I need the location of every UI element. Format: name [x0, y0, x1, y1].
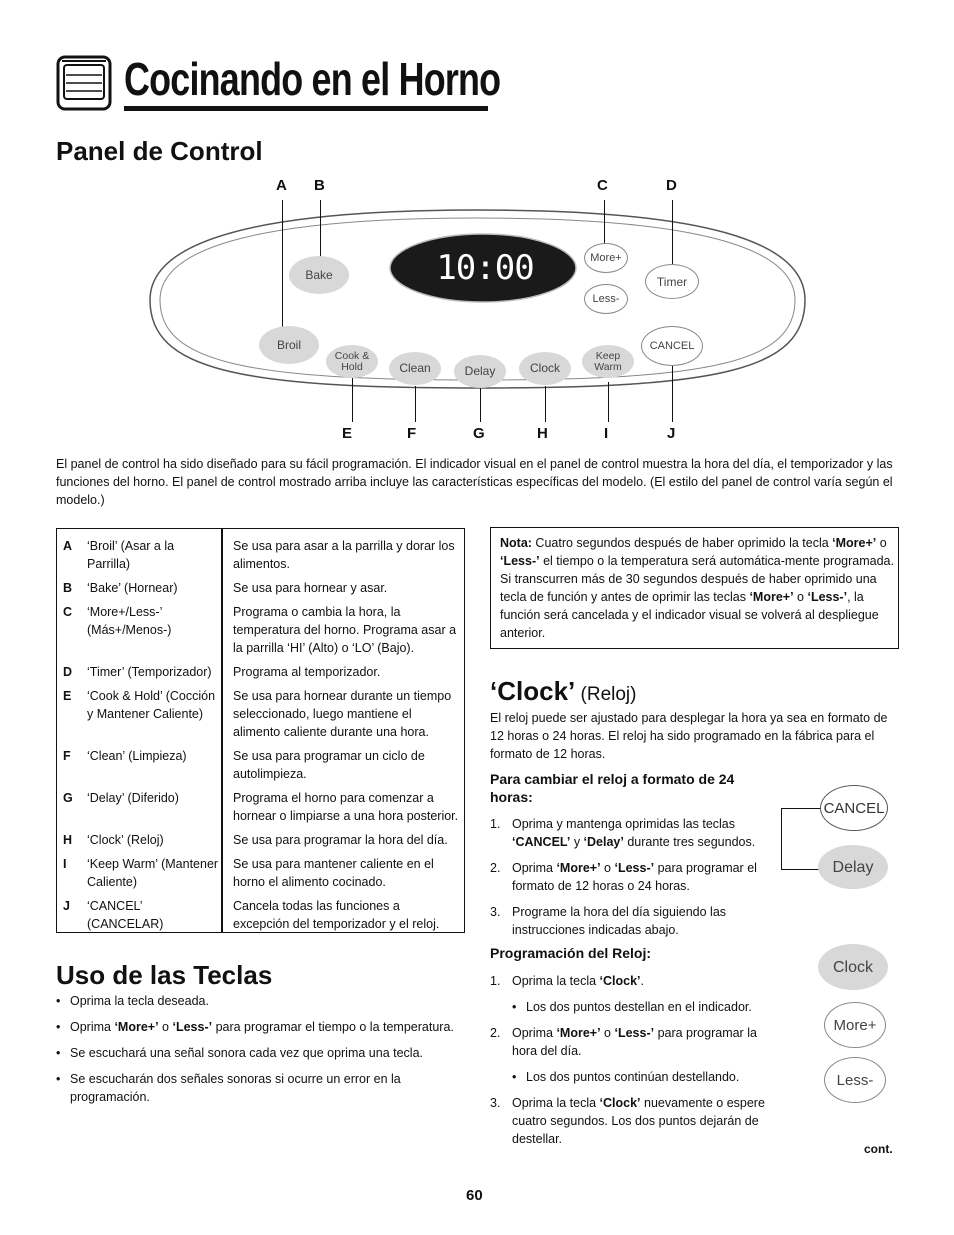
key-desc: Se usa para hornear durante un tiempo seleccionado, luego mantiene el alimento caliente durante una hora.	[233, 689, 452, 739]
nota-text: o	[876, 536, 887, 550]
key-name: ‘Bake’ (Hornear)	[87, 581, 178, 595]
step-text: Oprima y mantenga oprimidas las teclas	[512, 817, 736, 831]
leader-g	[480, 388, 481, 422]
table-row	[59, 895, 463, 937]
list-item: • Los dos puntos destellan en el indicador.	[512, 998, 785, 1016]
leader-f	[415, 386, 416, 422]
key-desc: Se usa para programar un ciclo de autolimpieza.	[233, 749, 425, 781]
step-text: Programe la hora del día siguiendo las instrucciones indicadas abajo.	[512, 905, 727, 937]
step-text: o	[600, 1026, 615, 1040]
table-row	[59, 829, 463, 853]
key-table	[59, 535, 463, 937]
page-title: Cocinando en el Horno	[124, 53, 501, 105]
leader-d	[672, 200, 673, 268]
nota-text: Cuatro segundos después de haber oprimido la tecla	[531, 536, 833, 550]
key-desc: Programa o cambia la hora, la temperatura del horno. Programa asar a la parrilla ‘HI’ (Alto) o ‘LO’ (Bajo).	[233, 605, 457, 655]
step-text: nuevamente o espere cuatro segundos. Los dos puntos dejarán de destellar.	[512, 1096, 765, 1146]
clock-sub2: Programación del Reloj:	[490, 945, 652, 961]
step-key: ‘Delay’	[583, 835, 624, 849]
item-key: ‘More+’	[114, 1020, 159, 1034]
label-b: B	[314, 177, 325, 194]
step-text: Oprima	[512, 1026, 557, 1040]
side-less-button[interactable]: Less-	[824, 1057, 886, 1103]
step-text: y	[570, 835, 584, 849]
label-g: G	[473, 425, 485, 442]
list-item	[56, 1018, 456, 1036]
key-name: ‘Keep Warm’ (Mantener Caliente)	[87, 857, 219, 889]
display-time: 10:00	[436, 248, 534, 288]
nota-key: ‘More+’	[832, 536, 877, 550]
nota-key: ‘Less-’	[500, 554, 540, 568]
panel-intro: El panel de control ha sido diseñado para su fácil programación. El indicador visual en el panel de control muestra la hora del día, el temporizador y las funciones del horno. El panel de control mostrado arriba incluye las características específicas del modelo. (El estilo del panel de control varía según el modelo.)	[56, 457, 893, 507]
step-key: ‘Less-’	[614, 1026, 655, 1040]
step-text: para programar el formato de 12 horas o 24 horas.	[512, 861, 757, 893]
clock-heading	[490, 676, 636, 707]
keep-warm-button[interactable]	[582, 345, 634, 378]
key-name: ‘Delay’ (Diferido)	[87, 791, 179, 805]
key-table-box	[56, 528, 465, 933]
key-name: ‘More+/Less-’ (Más+/Menos-)	[87, 605, 172, 637]
table-row	[59, 601, 463, 661]
table-row	[59, 745, 463, 787]
step-text: o	[600, 861, 615, 875]
list-item: • Se escuchará una señal sonora cada vez que oprima una tecla.	[56, 1044, 456, 1062]
table-row	[59, 577, 463, 601]
key-desc: Se usa para hornear y asar.	[233, 581, 388, 595]
cook-hold-label-2: Hold	[341, 360, 363, 373]
label-f: F	[407, 425, 417, 442]
item-text: o	[158, 1020, 173, 1034]
list-item: 3. Programe la hora del día siguiendo las instrucciones indicadas abajo.	[490, 905, 727, 937]
key-letter: G	[63, 791, 73, 805]
clock-heading-main: ‘Clock’	[490, 676, 576, 706]
key-letter: I	[63, 857, 67, 871]
leader-j	[672, 366, 673, 422]
leader-a	[282, 200, 283, 328]
nota-box	[490, 527, 899, 649]
step-text: durante tres segundos.	[623, 835, 756, 849]
step-text: Oprima la tecla	[512, 1096, 600, 1110]
table-row	[59, 685, 463, 745]
step-text: Oprima la tecla	[512, 974, 600, 988]
bake-button[interactable]: Bake	[289, 256, 349, 294]
list-item: 3. Oprima la tecla ‘Clock’ nuevamente o espere cuatro segundos. Los dos puntos dejarán de destellar.	[490, 1096, 765, 1146]
key-letter: J	[63, 899, 70, 913]
uso-list	[56, 992, 456, 1106]
label-i: I	[604, 425, 609, 442]
clock-sub1: Para cambiar el reloj a formato de 24 horas:	[490, 771, 735, 805]
step-key: ‘Less-’	[614, 861, 655, 875]
key-desc: Programa el horno para comenzar a hornear o limpiarse a una hora posterior.	[233, 791, 459, 823]
list-item: 1. Oprima y mantenga oprimidas las teclas ‘CANCEL’ y ‘Delay’ durante tres segundos.	[490, 817, 756, 849]
key-name: ‘Timer’ (Temporizador)	[87, 665, 212, 679]
key-desc: Se usa para programar la hora del día.	[233, 833, 448, 847]
table-row	[59, 661, 463, 685]
item-key: ‘Less-’	[172, 1020, 213, 1034]
key-letter: C	[63, 605, 73, 619]
clock-heading-sub: (Reloj)	[575, 684, 637, 705]
delay-button[interactable]: Delay	[454, 355, 506, 388]
key-name: ‘Clock’ (Reloj)	[87, 833, 164, 847]
label-d: D	[666, 177, 677, 194]
label-c: C	[597, 177, 608, 194]
leader-i	[608, 382, 609, 422]
label-e: E	[342, 425, 353, 442]
bracket	[781, 808, 822, 870]
cook-hold-button[interactable]	[326, 345, 378, 378]
clock-steps-24h	[490, 815, 775, 939]
key-desc: Programa al temporizador.	[233, 665, 381, 679]
step-key: ‘Clock’	[599, 1096, 641, 1110]
nota-text: el tiempo o la temperatura será automática-mente programada. Si transcurren más de 30 segundos después de haber oprimido una tecla de función y antes de oprimir las teclas	[500, 554, 894, 604]
side-more-button[interactable]: More+	[824, 1002, 886, 1048]
step-text: para programar la hora del día.	[512, 1026, 757, 1058]
cancel-button[interactable]: CANCEL	[641, 326, 703, 366]
step-key: ‘More+’	[556, 1026, 601, 1040]
item-text: para programar el tiempo o la temperatura.	[212, 1020, 454, 1034]
key-name: ‘Cook & Hold’ (Cocción y Mantener Caliente)	[87, 689, 216, 721]
clock-steps-program	[490, 972, 785, 1148]
key-name: ‘CANCEL’ (CANCELAR)	[87, 899, 164, 931]
list-item: • Se escucharán dos señales sonoras si ocurre un error en la programación.	[56, 1070, 456, 1106]
more-button[interactable]: More+	[584, 243, 628, 273]
label-h: H	[537, 425, 548, 442]
keep-warm-label-2: Warm	[594, 360, 622, 373]
leader-c	[604, 200, 605, 244]
label-a: A	[276, 177, 287, 194]
list-item: 1. Oprima la tecla ‘Clock’.	[490, 974, 645, 988]
key-name: ‘Broil’ (Asar a la Parrilla)	[87, 539, 175, 571]
list-item: • Los dos puntos continúan destellando.	[512, 1068, 785, 1086]
side-cancel-button[interactable]: CANCEL	[820, 785, 888, 831]
key-name: ‘Clean’ (Limpieza)	[87, 749, 187, 763]
broil-button[interactable]: Broil	[259, 326, 319, 364]
clock-intro: El reloj puede ser ajustado para desplegar la hora ya sea en formato de 12 horas o 24 horas. El reloj ha sido programado en la fábrica para el formato de 12 horas.	[490, 711, 888, 761]
nota-text: , la función será cancelada y el indicador visual se volverá al despliegue anterior.	[500, 590, 879, 640]
step-text: .	[640, 974, 645, 988]
list-item: 2. Oprima ‘More+’ o ‘Less-’ para programar la hora del día.	[490, 1026, 757, 1058]
timer-button[interactable]: Timer	[645, 264, 699, 299]
nota-label: Nota:	[500, 536, 532, 550]
table-row	[59, 853, 463, 895]
leader-h	[545, 386, 546, 422]
step-text: Oprima	[512, 861, 557, 875]
step-key: ‘CANCEL’	[512, 835, 571, 849]
key-letter: H	[63, 833, 73, 847]
list-item: 2. Oprima ‘More+’ o ‘Less-’ para programar el formato de 12 horas o 24 horas.	[490, 861, 757, 893]
nota-key: ‘Less-’	[807, 590, 848, 604]
key-letter: B	[63, 581, 73, 595]
key-desc: Se usa para mantener caliente en el horno el alimento cocinado.	[233, 857, 434, 889]
side-delay-button[interactable]: Delay	[818, 845, 888, 889]
panel-heading: Panel de Control	[56, 136, 263, 166]
step-key: ‘More+’	[556, 861, 601, 875]
cont-label: cont.	[864, 1142, 893, 1156]
keep-warm-label-1: Keep	[595, 349, 621, 362]
step-key: ‘Clock’	[599, 974, 641, 988]
uso-heading: Uso de las Teclas	[56, 960, 273, 990]
item-text: Oprima	[70, 1020, 115, 1034]
key-letter: D	[63, 665, 73, 679]
side-clock-button[interactable]: Clock	[818, 944, 888, 990]
key-desc: Cancela todas las funciones a excepción del temporizador y el reloj.	[233, 899, 440, 931]
control-panel-diagram	[0, 0, 954, 450]
nota-key: ‘More+’	[749, 590, 794, 604]
table-row	[59, 535, 463, 577]
nota-text: o	[793, 590, 808, 604]
key-desc: Se usa para asar a la parrilla y dorar los alimentos.	[233, 539, 455, 571]
table-row	[59, 787, 463, 829]
key-letter: F	[63, 749, 71, 763]
clock-button[interactable]: Clock	[519, 352, 571, 385]
page-number: 60	[466, 1187, 483, 1204]
leader-b	[320, 200, 321, 260]
leader-e	[352, 376, 353, 422]
key-letter: E	[63, 689, 72, 703]
clean-button[interactable]: Clean	[389, 352, 441, 385]
list-item: • Oprima la tecla deseada.	[56, 992, 456, 1010]
label-j: J	[667, 425, 676, 442]
less-button[interactable]: Less-	[584, 284, 628, 314]
cook-hold-label-1: Cook &	[334, 349, 370, 362]
key-letter: A	[63, 539, 73, 553]
